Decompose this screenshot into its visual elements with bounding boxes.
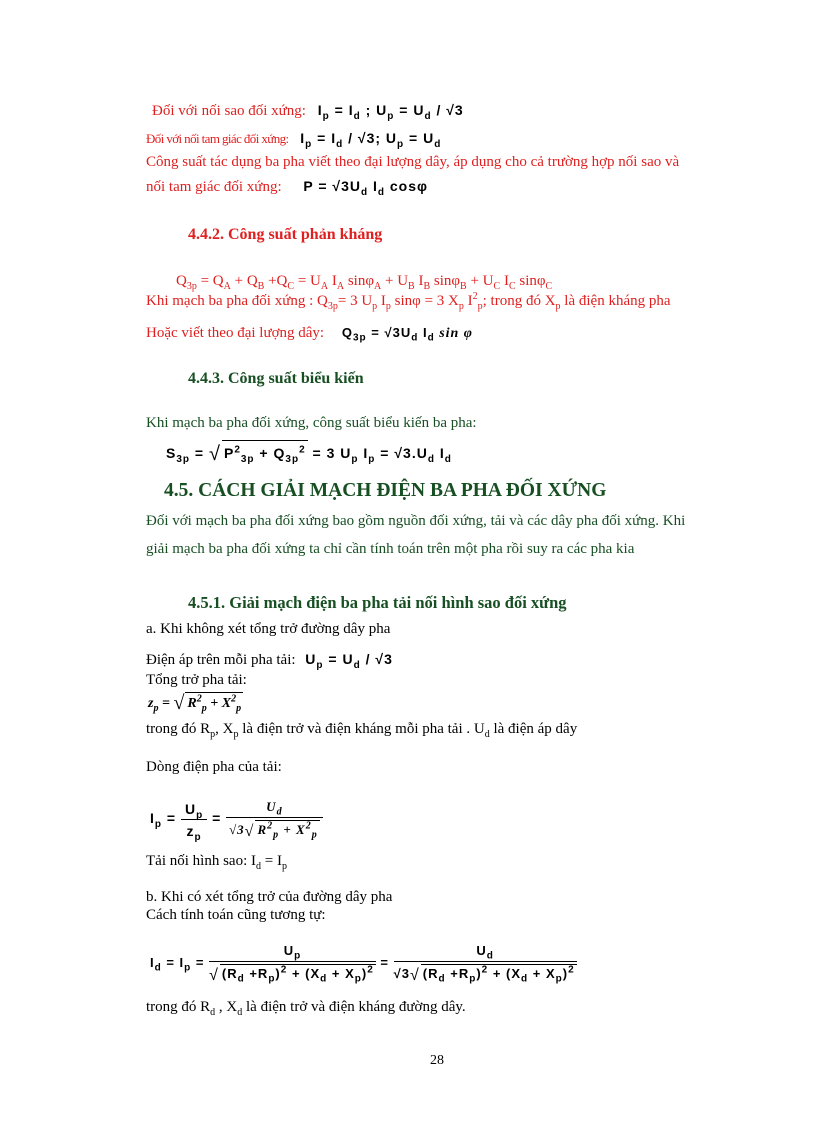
reactive-power-line-qty: Hoặc viết theo đại lượng dây: $Q_{3p} = √3U_d$ $I_d$ sin φ: [146, 325, 474, 344]
case-b-heading: b. Khi có xét tổng trở của đường dây pha: [146, 889, 393, 905]
star-text: Đối với nối sao đối xứng:: [152, 103, 306, 119]
line-current-formula: $I_d = I_p$ = $\frac{U_p}{√ (R_d +R_p)^2 + (X_d + X_p)^2}$ = $\frac{U_d}{√3√ (R_d +R_p)^2 + (X_d + X_p)^2}$: [150, 943, 575, 985]
star-formula: $I_p = I_d$ ; $U_p = U_d / √3$: [317, 102, 464, 122]
section-4-5-title: 4.5. CÁCH GIẢI MẠCH ĐIỆN BA PHA ĐỐI XỨNG: [164, 480, 607, 501]
phase-current-label: Dòng điện pha của tải:: [146, 759, 282, 775]
phase-impedance-label: Tổng trở pha tải:: [146, 672, 247, 688]
star-connection-line: [152, 101, 464, 120]
case-a-heading: a. Khi không xét tổng trở đường dây pha: [146, 621, 391, 637]
delta-formula: $I_p = I_d / √3$; $U_p = U_d$: [300, 130, 442, 150]
case-b-similar: Cách tính toán cũng tương tự:: [146, 907, 326, 923]
phase-voltage-line: Điện áp trên mỗi pha tải: $U_p = U_d / √3$: [146, 651, 393, 671]
star-current-relation: Tải nối hình sao: $I_d = I_p$: [146, 853, 287, 872]
reactive-power-sum: $Q_{3p} = Q_A + Q_B +Q_C = U_A$ $I_A$ $\sin\varphi_A + U_B$ $I_B$ $\sin\varphi_B + U_C$ $I_C$ sinφ$_C$: [176, 273, 553, 292]
active-power-paragraph-line2: [146, 177, 428, 196]
where-rp-xp: trong đó $R_p$, $X_p$ là điện trở và điện kháng mỗi pha tải . $U_d$ là điện áp dây: [146, 721, 578, 740]
section-4-5-1-title: 4.5.1. Giải mạch điện ba pha tải nối hình sao đối xứng: [188, 593, 567, 612]
apparent-power-intro: Khi mạch ba pha đối xứng, công suất biểu kiến ba pha:: [146, 415, 477, 431]
active-power-formula: $P = √3U_d$ $I_d$ cosφ: [303, 178, 429, 198]
where-rd-xd: trong đó $R_d$ , $X_d$ là điện trở và điện kháng đường dây.: [146, 999, 466, 1018]
phase-voltage-formula: $U_p = U_d / √3$: [305, 651, 393, 671]
active-power-paragraph-line1: Công suất tác dụng ba pha viết theo đại lượng dây, áp dụng cho cả trường hợp nối sao và: [146, 154, 680, 170]
section-4-5-para-line1: Đối với mạch ba pha đối xứng bao gồm nguồn đối xứng, tải và các dây pha đối xứng. Khi: [146, 513, 686, 529]
section-4-5-para-line2: giải mạch ba pha đối xứng ta chỉ cần tính toán trên một pha rồi suy ra các pha kia: [146, 541, 635, 557]
phase-current-formula: $I_p$ = $\frac{U_p}{z_p}$ = $\frac{U_d}{√3√ R^2_p + X^2_p}$: [150, 798, 323, 841]
reactive-power-formula: $Q_{3p} = √3U_d$ $I_d$ sin φ: [341, 325, 474, 344]
section-4-4-3-title: 4.4.3. Công suất biểu kiến: [188, 370, 364, 387]
delta-text: Đối với nối tam giác đối xứng:: [146, 131, 289, 146]
active-power-text: nối tam giác đối xứng:: [146, 179, 282, 195]
apparent-power-formula: $S_{3p}$ = √ $P^2_{3p} + Q_{3p}^2 = 3$ $U_p$ $I_p = √3.U_d$ $I_d$: [166, 440, 452, 466]
reactive-power-symmetric: Khi mạch ba pha đối xứng : $Q_{3p}= 3$ $U_p$ $I_p$ sinφ = 3 $X_p$ $I^2_p$; trong đó $X_p$ là điện kháng pha: [146, 291, 671, 312]
page-number: 28: [430, 1053, 444, 1068]
section-4-4-2-title: 4.4.2. Công suất phản kháng: [188, 226, 383, 243]
phase-impedance-formula: $z_p$ = √ $R^2_p + X^2_p$: [148, 692, 242, 714]
delta-connection-line: [146, 129, 441, 148]
